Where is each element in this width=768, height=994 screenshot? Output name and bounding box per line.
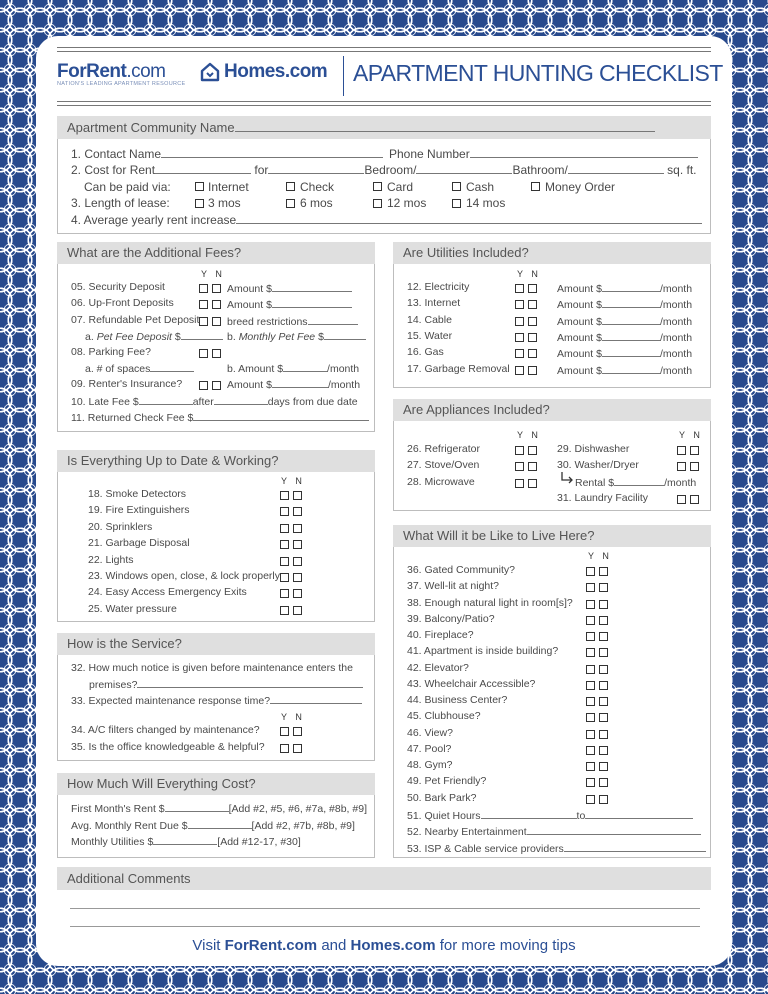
no-checkbox[interactable]: [599, 648, 608, 657]
checklist-item: 41. Apartment is inside building?: [407, 645, 559, 658]
no-checkbox[interactable]: [599, 730, 608, 739]
response-time-field[interactable]: 33. Expected maintenance response time?: [71, 694, 362, 708]
no-checkbox[interactable]: [599, 746, 608, 755]
checklist-item: 36. Gated Community?: [407, 564, 515, 576]
utility-amount-field[interactable]: Amount $ /month: [557, 331, 693, 344]
header-rule-top-2: [57, 51, 711, 52]
no-checkbox[interactable]: [690, 462, 699, 471]
first-month-rent-field[interactable]: First Month's Rent $ [Add #2, #5, #6, #7a, #8b, #9]: [71, 803, 367, 815]
lease-option-label: 3 mos: [208, 196, 241, 210]
yes-checkbox[interactable]: [280, 540, 289, 549]
yes-checkbox[interactable]: [677, 495, 686, 504]
no-checkbox[interactable]: [599, 697, 608, 706]
checklist-item: 20. Sprinklers: [88, 520, 153, 533]
lease-6mos-checkbox[interactable]: [286, 199, 295, 208]
yes-checkbox[interactable]: [515, 317, 524, 326]
checklist-item: 18. Smoke Detectors: [88, 488, 187, 500]
homes-logo: Homes.com: [200, 61, 327, 83]
appliance-item: 29. Dishwasher: [557, 443, 630, 455]
pay-option-label: Card: [387, 180, 414, 194]
yes-checkbox[interactable]: [677, 446, 686, 455]
service-question: 32. How much notice is given before maintenance enters the: [71, 662, 353, 674]
yes-checkbox[interactable]: [515, 366, 524, 375]
yes-checkbox[interactable]: [515, 462, 524, 471]
checklist-item: 19. Fire Extinguishers: [88, 504, 190, 517]
service-question: 35. Is the office knowledgeable & helpful?: [71, 741, 265, 753]
yes-checkbox[interactable]: [515, 446, 524, 455]
no-checkbox[interactable]: [293, 524, 302, 533]
homes-link[interactable]: Homes.com: [350, 937, 436, 954]
utility-amount-field[interactable]: Amount $ /month: [557, 283, 693, 295]
no-checkbox[interactable]: [528, 300, 537, 309]
fees-heading: What are the Additional Fees?: [57, 242, 375, 264]
yes-checkbox[interactable]: [586, 730, 595, 739]
checklist-item: 23. Windows open, close, & lock properly: [88, 570, 281, 582]
quiet-hours-field[interactable]: 51. Quiet Hours to: [407, 809, 693, 823]
utility-amount-field[interactable]: Amount $ /month: [557, 348, 693, 361]
yes-checkbox[interactable]: [586, 713, 595, 722]
entertainment-field[interactable]: 52. Nearby Entertainment: [407, 825, 701, 839]
yes-checkbox[interactable]: [586, 616, 595, 625]
returned-check-field[interactable]: 11. Returned Check Fee $: [71, 411, 369, 425]
utilities-heading: Are Utilities Included?: [393, 242, 711, 264]
checklist-item: 44. Business Center?: [407, 694, 508, 706]
yes-checkbox[interactable]: [586, 600, 595, 609]
pay-option-label: Money Order: [545, 180, 616, 194]
parking-amount-field[interactable]: b. Amount $ /month: [227, 363, 360, 375]
no-checkbox[interactable]: [293, 589, 302, 598]
no-checkbox[interactable]: [212, 300, 221, 309]
no-checkbox[interactable]: [599, 713, 608, 722]
utility-amount-field[interactable]: Amount $ /month: [557, 364, 693, 377]
fee-item: 07. Refundable Pet Deposit: [71, 314, 200, 326]
checklist-item: 42. Elevator?: [407, 661, 469, 674]
late-fee-field[interactable]: 10. Late Fee $ after days from due date: [71, 396, 358, 408]
comment-line[interactable]: [70, 926, 700, 927]
no-checkbox[interactable]: [293, 727, 302, 736]
no-checkbox[interactable]: [528, 479, 537, 488]
card-checkbox[interactable]: [373, 182, 382, 191]
checklist-item: 21. Garbage Disposal: [88, 537, 190, 550]
yes-checkbox[interactable]: [280, 727, 289, 736]
yes-checkbox[interactable]: [199, 349, 208, 358]
yes-checkbox[interactable]: [586, 648, 595, 657]
header-rule-top: [57, 47, 711, 48]
security-amount-field[interactable]: Amount $: [227, 282, 352, 296]
checklist-item: 12. Electricity: [407, 281, 470, 293]
notice-field[interactable]: premises?: [89, 678, 363, 692]
service-heading: How is the Service?: [57, 633, 375, 655]
checklist-item: 24. Easy Access Emergency Exits: [88, 586, 247, 599]
community-name-heading: Apartment Community Name: [57, 116, 711, 139]
phone-number-field[interactable]: Phone Number: [389, 147, 698, 161]
no-checkbox[interactable]: [599, 583, 608, 592]
no-checkbox[interactable]: [293, 491, 302, 500]
no-checkbox[interactable]: [528, 462, 537, 471]
yes-checkbox[interactable]: [280, 589, 289, 598]
yes-checkbox[interactable]: [199, 300, 208, 309]
cost-for-rent-field[interactable]: 2. Cost for Rent for Bedroom/ Bathroom/ sq. ft.: [71, 163, 697, 177]
yn-header: Y N: [281, 476, 305, 486]
fee-item: 09. Renter's Insurance?: [71, 378, 183, 390]
internet-checkbox[interactable]: [195, 182, 204, 191]
lease-option-label: 6 mos: [300, 196, 333, 210]
live-heading: What Will it be Like to Live Here?: [393, 525, 711, 547]
yes-checkbox[interactable]: [515, 333, 524, 342]
comments-heading: Additional Comments: [57, 867, 711, 890]
yes-checkbox[interactable]: [280, 524, 289, 533]
yes-checkbox[interactable]: [515, 479, 524, 488]
footer: Visit ForRent.com and Homes.com for more moving tips: [192, 937, 576, 954]
appliance-item: 26. Refrigerator: [407, 443, 480, 455]
checklist-item: 49. Pet Friendly?: [407, 775, 487, 788]
checklist-item: 37. Well-lit at night?: [407, 580, 500, 593]
breed-restrictions-field[interactable]: breed restrictions: [227, 315, 358, 329]
no-checkbox[interactable]: [599, 632, 608, 641]
utility-amount-field[interactable]: Amount $ /month: [557, 315, 693, 328]
fee-item: 08. Parking Fee?: [71, 346, 151, 358]
appliance-item: 30. Washer/Dryer: [557, 459, 639, 471]
lease-length-label: 3. Length of lease:: [71, 196, 170, 210]
no-checkbox[interactable]: [293, 540, 302, 549]
no-checkbox[interactable]: [599, 795, 608, 804]
checklist-item: 43. Wheelchair Accessible?: [407, 677, 536, 690]
yes-checkbox[interactable]: [515, 300, 524, 309]
yes-checkbox[interactable]: [586, 778, 595, 787]
no-checkbox[interactable]: [599, 665, 608, 674]
checklist-item: 50. Bark Park?: [407, 791, 477, 804]
header-rule-bottom-2: [57, 105, 711, 106]
no-checkbox[interactable]: [212, 349, 221, 358]
yes-checkbox[interactable]: [586, 762, 595, 771]
appliances-heading: Are Appliances Included?: [393, 399, 711, 421]
no-checkbox[interactable]: [599, 681, 608, 690]
isp-field[interactable]: 53. ISP & Cable service providers: [407, 842, 706, 856]
no-checkbox[interactable]: [528, 333, 537, 342]
forrent-link[interactable]: ForRent.com: [224, 937, 318, 954]
lease-14mos-checkbox[interactable]: [452, 199, 461, 208]
no-checkbox[interactable]: [599, 778, 608, 787]
checklist-item: 47. Pool?: [407, 742, 452, 755]
yn-header: Y N: [679, 430, 703, 440]
yes-checkbox[interactable]: [280, 744, 289, 753]
no-checkbox[interactable]: [528, 446, 537, 455]
page-title: APARTMENT HUNTING CHECKLIST: [353, 60, 723, 86]
no-checkbox[interactable]: [293, 573, 302, 582]
parking-spaces-field[interactable]: a. # of spaces: [85, 362, 194, 376]
yn-header: Y N: [517, 430, 541, 440]
monthly-pet-fee-field[interactable]: b. Monthly Pet Fee $: [227, 330, 366, 344]
yn-header: Y N: [517, 269, 541, 279]
no-checkbox[interactable]: [599, 600, 608, 609]
no-checkbox[interactable]: [212, 381, 221, 390]
yes-checkbox[interactable]: [280, 557, 289, 566]
fee-item: 05. Security Deposit: [71, 281, 165, 293]
rental-amount-field[interactable]: Rental $ /month: [575, 477, 697, 489]
monthly-utilities-field[interactable]: Monthly Utilities $ [Add #12-17, #30]: [71, 836, 301, 848]
check-checkbox[interactable]: [286, 182, 295, 191]
yn-header: Y N: [281, 712, 305, 722]
yes-checkbox[interactable]: [586, 567, 595, 576]
no-checkbox[interactable]: [599, 567, 608, 576]
checklist-item: 38. Enough natural light in room[s]?: [407, 596, 573, 609]
yes-checkbox[interactable]: [586, 665, 595, 674]
appliance-item: 27. Stove/Oven: [407, 459, 480, 471]
checklist-item: 40. Fireplace?: [407, 629, 474, 641]
service-question: 34. A/C filters changed by maintenance?: [71, 724, 260, 736]
checklist-item: 15. Water: [407, 329, 453, 342]
pet-fee-deposit-field[interactable]: a. Pet Fee Deposit $: [85, 330, 223, 344]
no-checkbox[interactable]: [690, 446, 699, 455]
no-checkbox[interactable]: [690, 495, 699, 504]
yes-checkbox[interactable]: [586, 681, 595, 690]
yn-header: Y N: [588, 551, 612, 561]
yes-checkbox[interactable]: [515, 349, 524, 358]
avg-monthly-rent-field[interactable]: Avg. Monthly Rent Due $ [Add #2, #7b, #8b, #9]: [71, 820, 355, 832]
appliance-item: 28. Microwave: [407, 476, 475, 488]
no-checkbox[interactable]: [528, 317, 537, 326]
rent-increase-field[interactable]: 4. Average yearly rent increase: [71, 213, 702, 227]
yes-checkbox[interactable]: [199, 284, 208, 293]
pay-option-label: Cash: [466, 180, 495, 194]
no-checkbox[interactable]: [528, 349, 537, 358]
fee-item: 06. Up-Front Deposits: [71, 297, 174, 309]
checklist-item: 46. View?: [407, 726, 453, 739]
header-separator: [343, 56, 344, 96]
paid-via-label: Can be paid via:: [84, 180, 171, 194]
upfront-amount-field[interactable]: Amount $: [227, 298, 352, 312]
no-checkbox[interactable]: [293, 557, 302, 566]
lease-12mos-checkbox[interactable]: [373, 199, 382, 208]
no-checkbox[interactable]: [212, 284, 221, 293]
yes-checkbox[interactable]: [586, 632, 595, 641]
yes-checkbox[interactable]: [586, 583, 595, 592]
appliance-item: 31. Laundry Facility: [557, 492, 649, 504]
checklist-item: 16. Gas: [407, 346, 444, 359]
forrent-logo: ForRent.com: [57, 61, 166, 82]
checklist-item: 22. Lights: [88, 553, 134, 566]
no-checkbox[interactable]: [293, 507, 302, 516]
contact-name-field[interactable]: 1. Contact Name: [71, 147, 383, 161]
header-rule-bottom: [57, 101, 711, 102]
checklist-item: 13. Internet: [407, 297, 461, 310]
lease-option-label: 14 mos: [466, 196, 506, 210]
yes-checkbox[interactable]: [199, 381, 208, 390]
house-icon: [200, 62, 220, 82]
yes-checkbox[interactable]: [280, 491, 289, 500]
arrow-icon: [560, 471, 574, 485]
yes-checkbox[interactable]: [586, 697, 595, 706]
yn-header: Y N: [201, 269, 225, 279]
checklist-item: 25. Water pressure: [88, 602, 177, 615]
cost-heading: How Much Will Everything Cost?: [57, 773, 375, 795]
money-order-checkbox[interactable]: [531, 182, 540, 191]
working-heading: Is Everything Up to Date & Working?: [57, 450, 375, 472]
yes-checkbox[interactable]: [280, 606, 289, 615]
yes-checkbox[interactable]: [515, 284, 524, 293]
yes-checkbox[interactable]: [586, 746, 595, 755]
checklist-item: 39. Balcony/Patio?: [407, 612, 495, 625]
community-name-line[interactable]: [235, 122, 655, 132]
no-checkbox[interactable]: [293, 744, 302, 753]
yes-checkbox[interactable]: [280, 507, 289, 516]
insurance-amount-field[interactable]: Amount $ /month: [227, 379, 361, 391]
yes-checkbox[interactable]: [199, 317, 208, 326]
pay-option-label: Internet: [208, 180, 249, 194]
lease-option-label: 12 mos: [387, 196, 427, 210]
no-checkbox[interactable]: [599, 616, 608, 625]
checklist-item: 17. Garbage Removal: [407, 362, 510, 375]
lease-3mos-checkbox[interactable]: [195, 199, 204, 208]
no-checkbox[interactable]: [293, 606, 302, 615]
checklist-item: 45. Clubhouse?: [407, 710, 481, 723]
pay-option-label: Check: [300, 180, 335, 194]
checklist-item: 14. Cable: [407, 313, 452, 326]
no-checkbox[interactable]: [528, 284, 537, 293]
no-checkbox[interactable]: [599, 762, 608, 771]
checklist-item: 48. Gym?: [407, 759, 453, 771]
utility-amount-field[interactable]: Amount $ /month: [557, 299, 693, 312]
yes-checkbox[interactable]: [677, 462, 686, 471]
no-checkbox[interactable]: [212, 317, 221, 326]
forrent-tagline: NATION'S LEADING APARTMENT RESOURCE: [57, 81, 186, 87]
cash-checkbox[interactable]: [452, 182, 461, 191]
yes-checkbox[interactable]: [280, 573, 289, 582]
yes-checkbox[interactable]: [586, 795, 595, 804]
no-checkbox[interactable]: [528, 366, 537, 375]
comment-line[interactable]: [70, 908, 700, 909]
